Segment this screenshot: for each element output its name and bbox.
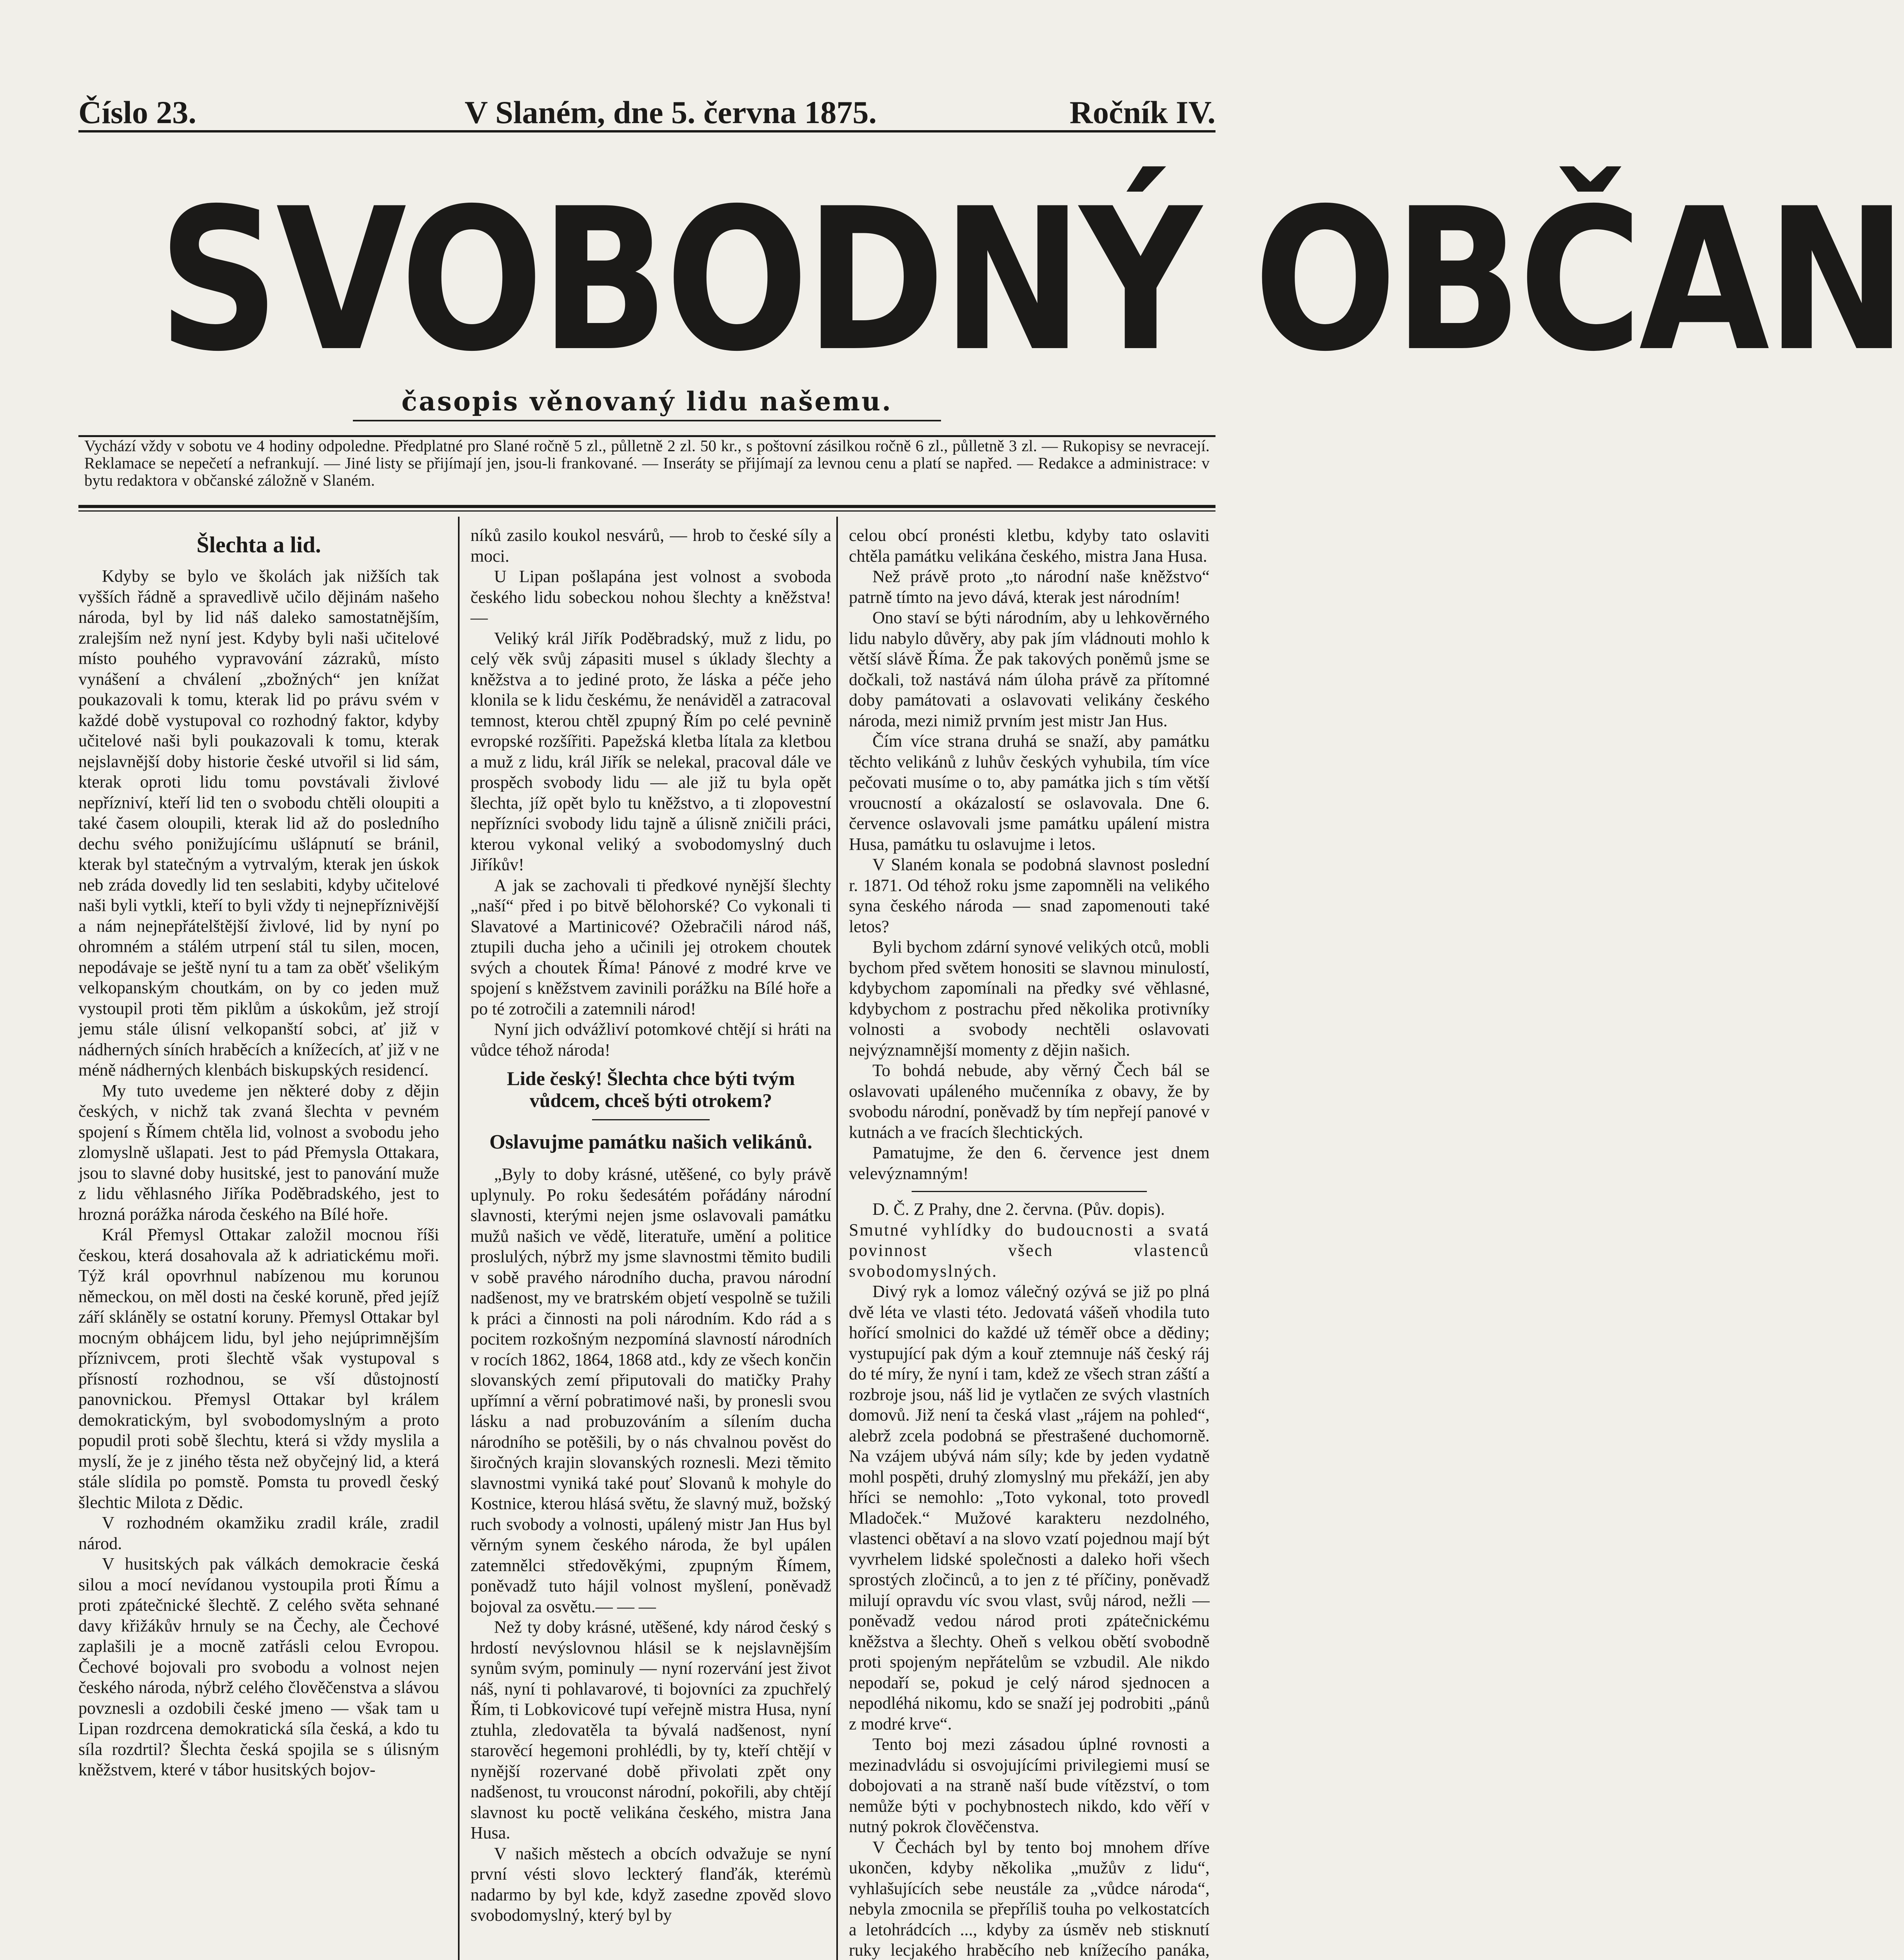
col3-paragraph: Byli bychom zdární synové velikých otců, mobli bychom před světem honositi se slavnou minulostí, kdybychom zapomínali na předky své věhlasné, kdybychom z postrachu před několika protivníky volnosti a svobody nechtěli oslavovati nejvýznamnější momenty z dějin našich. — [849, 937, 1210, 1060]
col3-paragraph: Pamatujme, že den 6. července jest dnem velevýznamným! — [849, 1143, 1210, 1183]
column-1 — [78, 525, 439, 1960]
col3-paragraph: V Čechách byl by tento boj mnohem dříve ukončen, kdyby několika „mužův z lidu“, vyhlašujících sebe neustále za „vůdce národa“, nebyla zmocnila se přepříliš touha po velkostatcích a letohrádcích ..., kdyby za úsměv neb stisknutí ruky lecjakého hraběcího neb knížecího panáka, — [849, 1837, 1210, 1960]
col3-paragraph: Čím více strana druhá se snaží, aby památku těchto velikánů z luhův českých vyhubila, tím více pečovati musíme o to, aby památka jich s tím větší vroucností a okázalostí se oslavovala. Dne 6. července oslavovali jsme památku upálení mistra Husa, památku tu oslavujme i letos. — [849, 731, 1210, 854]
separator — [912, 1191, 1147, 1192]
col1-paragraph: V rozhodném okamžiku zradil krále, zradil národ. — [78, 1513, 439, 1553]
col2-paragraph: V našich městech a obcích odvažuje se nyní první vésti slovo leckterý flanďák, kterémù nadarmo by byl kde, když zasedne zpověd slovo svobodomyslný, který byl by — [471, 1844, 831, 1925]
place-date: V Slaném, dne 5. června 1875. — [465, 94, 877, 130]
col2-paragraph: Nyní jich odvážliví potomkové chtějí si hráti na vůdce téhož národa! — [471, 1020, 831, 1060]
article-heading-oslavujme: Oslavujme památku našich velikánů. — [489, 1131, 812, 1153]
col1-paragraph: Král Přemysl Ottakar založil mocnou říši českou, která dosahovala až k adriatickému moři. Týž král opovrhnul nabízenou mu korunou německou, on měl dosti na české koruně, před jejíž září skláněly se ostatní koruny. Přemysl Ottakar byl mocným obhájcem lidu, byl jeho nejúprimnějším příznivcem, proti šlechtě však vystupoval s přísností rozhodnou, se vší důstojností panovnickou. Přemysl Ottakar byl králem demokratickým, byl svobodomyslným a proto popudil proti sobě šlechtu, která si vždy myslila a myslí, že je z jiného těsta než obyčejný lid, a která stále slídila po pomstě. Pomsta tu provedl český šlechtic Milota z Dědic. — [78, 1225, 439, 1512]
issue-header — [78, 94, 1215, 137]
col3-paragraph: Divý ryk a lomoz válečný ozývá se již po plná dvě léta ve vlasti této. Jedovatá vášeň vhodila tuto hořící smolnici do každé už téměř obce a dědiny; vystupující pak dým a kouř ztemnuje náš český ráj do té míry, že nyní i tam, kdež ze všech stran záští a rozbroje jsou, náš lid je vytlačen ze svých vlastních domovů. Již není ta česká vlast „rájem na pohled“, alebrž zcela podobná se přestrašené duchomorně. Na vzájem ubývá nám síly; kde by jeden vydatně mohl pospěti, druhý zlomyslný mu překáží, jen aby hříci se nemohlo: „Toto vykonal, toto provedl Mladoček.“ Mužové karakteru nezdolného, vlastenci obětaví a na slovo vzatí pojednou mají být vyvrhelem lidské společnosti a daleko hoři všech sprostých zločinců, a to jen z té příčiny, poněvadž milují opravdu víc svou vlast, svůj národ, nežli — poněvadž vedou národ proti zpátečnickému kněžstva a šlechty. Oheň s velkou obětí svobodně proti spojeným nepřátelům se vzbudil. Ale nikdo nepodaří se, pokud je celý národ sjednocen a nepodléhá nikomu, kdo se snaží jej podrobiti „pánů z modré krve“. — [849, 1282, 1210, 1733]
col2-paragraph: Než ty doby krásné, utěšené, kdy národ český s hrdostí nevýslovnou hlásil se k nejslavnějším synům svým, pominuly — nyní rozervání jest život náš, nyní ti pohlavarové, ti bojovníci za zpuchřelý Řím, ti Lobkovicové tupí veřejně mistra Husa, nyní ztuhla, zledovatěla ta bývalá nadšenost, nyní starověcí hegemoni prohlédli, by ty, kteří chtějí v nynější rozervané době přivolati zpět ony nadšenost, tu vrouconst národní, pokořili, aby chtějí slavnost ku poctě velikána českého, mistra Jana Husa. — [471, 1617, 831, 1842]
col3-paragraph: Než právě proto „to národní naše kněžstvo“ patrně tímto na jevo dává, kterak jest národním! — [849, 567, 1210, 607]
column-divider-1 — [458, 517, 460, 1960]
subscription-info: Vychází vždy v sobotu ve 4 hodiny odpoledne. Předplatné pro Slané ročně 5 zl., půlletně 2 zl. 50 kr., s poštovní zásilkou ročně 6 zl., půlletně 3 zl. — Rukopisy se nevracejí. Reklamace se nepečetí a nefrankují. — Jiné listy se přijímají jen, jsou-li frankované. — Inseráty se přijímají za levnou cenu a platí se napřed. — Redakce a administrace: v bytu redaktora v občanské záložně v Slaném. — [84, 437, 1210, 489]
col3-paragraph: Ono staví se býti národním, aby u lehkověrného lidu nabylo důvěry, aby pak jím vládnouti mohlo k větší slávě Říma. Že pak takových poněmů jsme se dočkali, tož nastává nám úloha právě za přítomné doby památovati a oslavovati velikány českého národa, mezi nimiž prvním jest mistr Jan Hus. — [849, 608, 1210, 730]
subtitle-rule — [353, 420, 941, 421]
masthead-title: SVOBODNÝ OBČAN — [158, 166, 1904, 394]
col2-paragraph: níků zasilo koukol nesvárů, — hrob to české síly a moci. — [471, 526, 831, 566]
column-3 — [849, 525, 1210, 1960]
volume-number: Ročník IV. — [1069, 94, 1215, 130]
article-heading-slechta: Šlechta a lid. — [196, 532, 321, 557]
col2-paragraph: „Byly to doby krásné, utěšené, co byly právě uplynuly. Po roku šedesátém pořádány národní slavnosti, kterými nejen jsme oslavovali památku mužů našich ve vědě, literatuře, umění a politice proslulých, nýbrž my jsme slavnostmi těmito budili v sobě pravého národního ducha, pravou národní nadšenost, my ve bratrském objetí vespolně se tužili k práci a činnosti na poli národním. Kdo rád a s pocitem rozkošným nezpomíná slavností národních v rocích 1862, 1864, 1868 atd., kdy ze všech končin slovanských zemí připutovali do matičky Prahy upřímní a věrní pobratimové naši, by pronesli svou lásku a nad probuzováním a sílením ducha národního se potěšili, by o nás chvalnou pověst do širočných krajin slovanských roznesli. Mezi těmito slavnostmi vyniká také pouť Slovanů k mohyle do Kostnice, kterou hlásá světu, že slavný muž, božský ruch svobody a volnosti, upálený mistr Jan Hus byl věrným synem českého národa, že byl upálen zatemnělci středověkými, zpupným Římem, poněvadž tuto hájil volnost myšlení, poněvadž bojoval za osvětu.— — — — [471, 1165, 831, 1616]
info-bottom-rule-thin — [78, 510, 1215, 512]
separator — [592, 1119, 710, 1120]
col1-paragraph: V husitských pak válkách demokracie česká silou a mocí nevídanou vystoupila proti Římu a proti zpátečnické šlechtě. Z celého světa sehnané davy křižákův hrnuly se na Čechy, ale Čechové zaplašili je a mocně zatřásli celou Evropou. Čechové bojovali pro svobodu a volnost nejen českého národa, nýbrž celého člověčenstva a slávou povznesli a ozdobili české jmeno — však tam u Lipan rozdrcena demokratická síla česká, a kdo tu síla rozdrtil? Šlechta česká spojila se s úlisným kněžstvem, které v tábor husitských bojov- — [78, 1554, 439, 1779]
issue-number: Číslo 23. — [78, 94, 196, 130]
slogan: Lide český! Šlechta chce býti tvým vůdcem, chceš býti otrokem? — [507, 1067, 795, 1111]
col2-paragraph: A jak se zachovali ti předkové nynější šlechty „naší“ před i po bitvě bělohorské? Co vykonali ti Slavatové a Martinicové? Ožebračili národ náš, ztupili ducha jeho a učinili jej otrokem choutek svých a choutek Říma! Pánové z modré krve ve spojení s kněžstvem zavinili porážku na Bílé hoře a po té zotročili a zatemnili národ! — [471, 875, 831, 1018]
col3-paragraph: To bohdá nebude, aby věrný Čech bál se oslavovati upáleného mučenníka z obavy, že by svobodu národní, poněvadž by tím nepřejí panové v kutnách a ve fracích šlechtických. — [849, 1061, 1210, 1142]
dispatch-heading: D. Č. Z Prahy, dne 2. června. (Pův. dopis). — [872, 1200, 1165, 1219]
masthead-subtitle — [78, 386, 1215, 421]
col2-paragraph: Veliký král Jiřík Poděbradský, muž z lidu, po celý věk svůj zápasiti musel s úklady šlechty a kněžstva a to jediné proto, že láska a péče jeho klonila se k lidu českému, že nenáviděl a zatracoval temnost, kterou chtěl zpupný Řím po celé pevnině evropské rozšířiti. Papežská kletba lítala za kletbou a muž z lidu, král Jiřík se nelekal, pracoval dále ve prospěch svobody lidu — ale již tu byla opět šlechta, jíž opět bylo tu kněžstvo, a ti zlopovestní nepřízníci svobody lidu tajně a úlisně zničili práci, kterou vykonal veliký a svobodomyslný duch Jiříkův! — [471, 628, 831, 874]
col1-paragraph: My tuto uvedeme jen některé doby z dějin českých, v nichž tak zvaná šlechta v pevném spojení s Římem chtěla lid, volnost a svobodu jeho zlomyslně ušlapati. Jest to pád Přemysla Ottakara, jsou to slavné doby husitské, jest to panování muže z lidu věhlasného Jiříka Poděbradského, jest to hrozná porážka národa českého na Bílé hoře. — [78, 1081, 439, 1224]
column-divider-2 — [836, 517, 838, 1960]
column-2 — [471, 525, 831, 1960]
subtitle-text: časopis věnovaný lidu našemu. — [401, 386, 893, 417]
col3-paragraph: V Slaném konala se podobná slavnost poslední r. 1871. Od téhož roku jsme zapomněli na velikého syna českého národa — snad zapomenouti také letos? — [849, 855, 1210, 936]
col2-paragraph: U Lipan pošlapána jest volnost a svoboda českého lidu sobeckou nohou šlechty a kněžstva! — — [471, 567, 831, 627]
col3-paragraph: Tento boj mezi zásadou úplné rovnosti a mezinadvládu si osvojujícími privilegiemi musí se dobojovati a na straně naší bude vítězství, o tom nemůže býti v pochybnostech nikdo, kdo věří v nutný pokrok člověčenstva. — [849, 1735, 1210, 1836]
col3-paragraph: celou obcí pronésti kletbu, kdyby tato oslaviti chtěla památku velikána českého, mistra Jana Husa. — [849, 526, 1210, 566]
info-bottom-rule-thick — [78, 505, 1215, 508]
dispatch-subhead: Smutné vyhlídky do budoucnosti a svatá povinnost všech vlastenců svobodomyslných. — [849, 1220, 1210, 1281]
header-rule — [78, 130, 1215, 132]
col1-paragraph: Kdyby se bylo ve školách jak nižších tak vyšších řádně a spravedlivě učilo dějinám našeho národa, byl by lid náš daleko samostatnějším, zralejším než nyní jest. Kdyby byli naši učitelové místo pouhého vypravování zázraků, místo vynášení a chválení „zbožných“ jen knížat poukazovali k tomu, kterak lid po právu svém v každé době vystupoval co rozhodný faktor, kdyby učitelové naši byli poukazovali k tomu, kterak nejslavnější doby historie české utvořil si lid sám, kterak oproti lidu tomu povstávali živlové nepřízniví, kteří lid ten o svobodu chtěli oloupiti a také časem oloupili, kterak lid až do posledního dechu svého ponižujícímu ušlápnutí se bránil, kterak byl statečným a vytrvalým, kterak jen úskok neb zráda dovedly lid ten seslabiti, kdyby učitelové naši byli vytkli, kteří to byli vždy ti nejnepříznivější a nám nejnepřátelštější živlové, lid by nyní po ohromném a stálém utrpení stál tu silen, mocen, nepodávaje se ještě nyní tu a tam za oběť všelikým velkopanským choutkám, on by co jeden muž vystoupil proti těm piklům a úskokům, jež strojí jemu stále úlisní velkopanští sobci, ať již v nádherných síních hraběcích a knížecích, ať již v ne méně nádherných klenbách biskupských residencí. — [78, 566, 439, 1080]
